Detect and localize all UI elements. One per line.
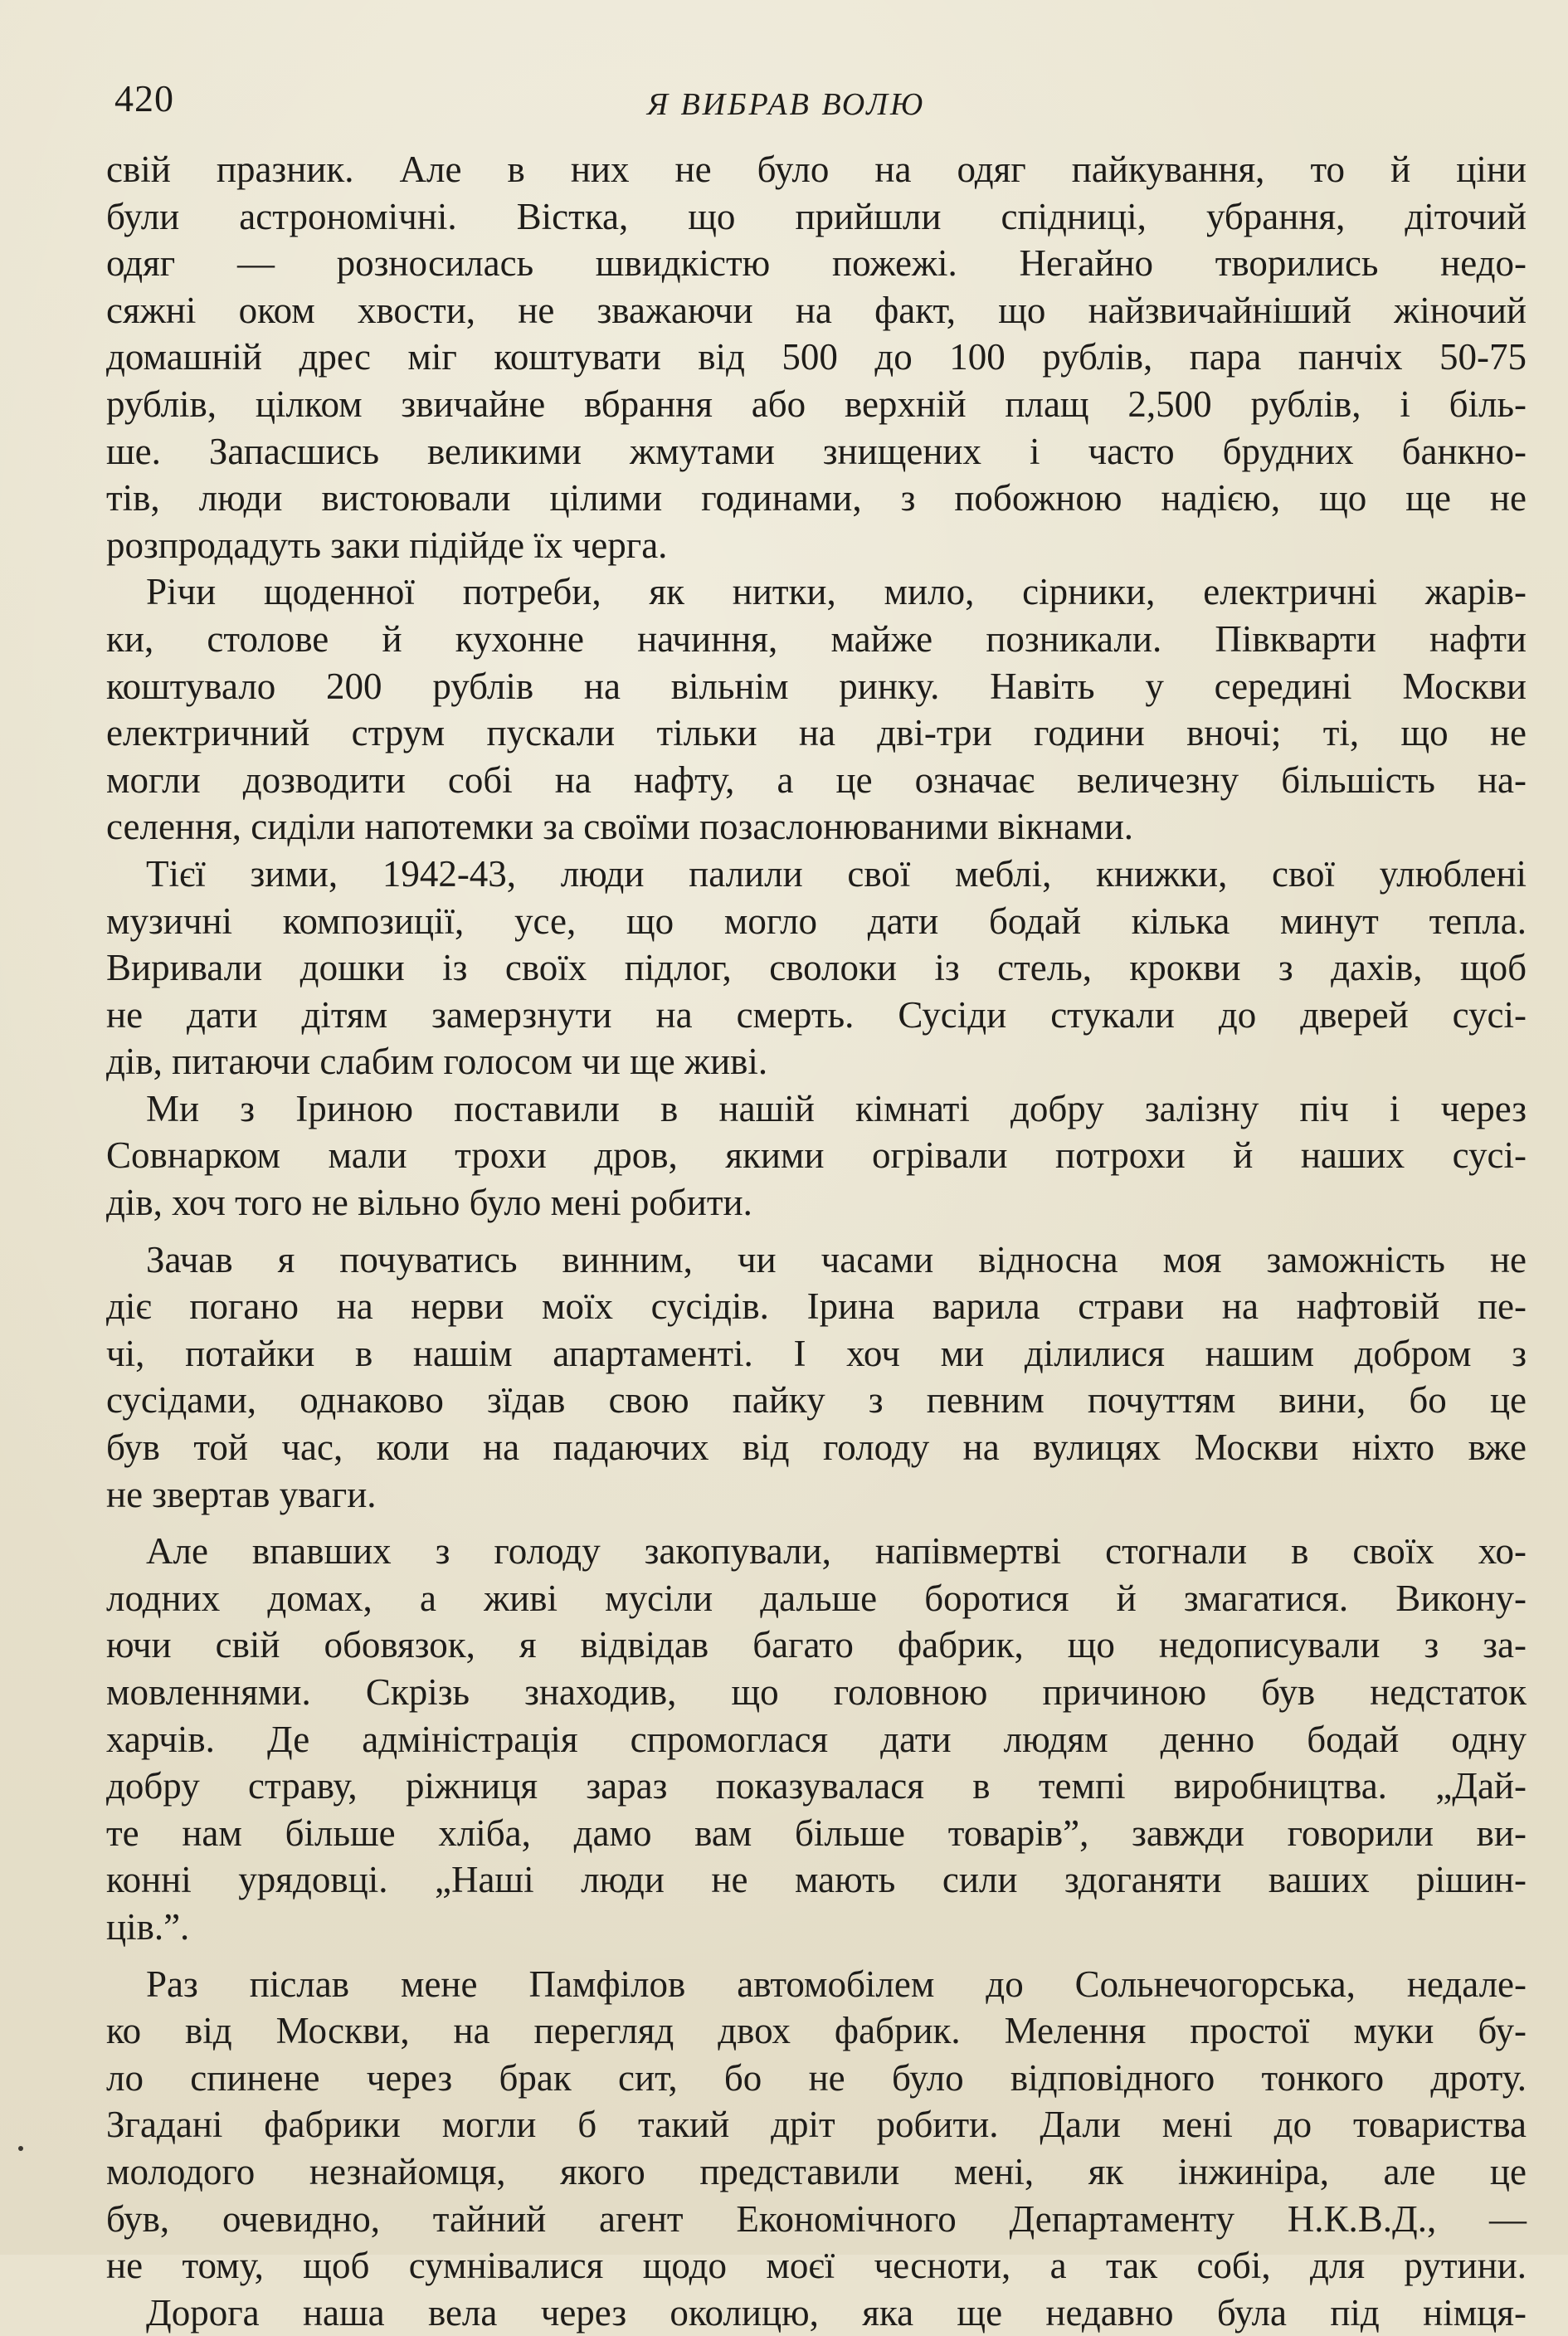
text-line: Раз післав мене Памфілов автомобілем до Сольнечогорська, недале- <box>146 1963 1527 2005</box>
text-line: харчів. Де адміністрація спромоглася дати людям денно бодай одну <box>106 1718 1527 1760</box>
text-line: музичні композиції, усе, що могло дати бодай кілька минут тепла. <box>106 900 1527 942</box>
paragraph-gap <box>106 1518 1527 1528</box>
text-line: тів, люди вистоювали цілими годинами, з побожною надією, що ще не <box>106 477 1527 519</box>
margin-speck <box>18 2146 23 2151</box>
text-line: електричний струм пускали тільки на дві-три години вночі; ті, що не <box>106 712 1527 754</box>
text-line: рублів, цілком звичайне вбрання або верхній плащ 2,500 рублів, і біль- <box>106 383 1527 425</box>
paragraph <box>106 851 1527 1085</box>
text-line: чі, потайки в нашім апартаменті. І хоч ми ділилися нашим добром з <box>106 1332 1527 1374</box>
text-line: ців.”. <box>106 1905 190 1948</box>
paragraph <box>106 568 1527 851</box>
paragraph <box>106 146 1527 568</box>
text-line: Совнарком мали трохи дров, якими огрівали потрохи й наших сусі- <box>106 1134 1527 1177</box>
text-line: не звертав уваги. <box>106 1473 377 1515</box>
text-line: Річи щоденної потреби, як нитки, мило, сірники, електричні жарів- <box>146 571 1527 613</box>
paragraph <box>106 1085 1527 1227</box>
text-line: ло спинене через брак сит, бо не було відповідного тонкого дроту. <box>106 2056 1527 2099</box>
paragraph <box>106 1528 1527 1950</box>
text-line: дів, хоч того не вільно було мені робити. <box>106 1182 752 1224</box>
text-line: Зачав я почуватись винним, чи часами відносна моя заможність не <box>146 1238 1527 1280</box>
text-line: коштувало 200 рублів на вільнім ринку. Навіть у середині Москви <box>106 665 1527 707</box>
paragraph-gap <box>106 1951 1527 1961</box>
text-line: були астрономічні. Вістка, що прийшли спідниці, убрання, діточий <box>106 195 1527 237</box>
text-line: домашній дрес міг коштувати від 500 до 100 рублів, пара панчіх 50-75 <box>106 336 1527 378</box>
text-line: Виривали дошки із своїх підлог, сволоки із стель, крокви з дахів, щоб <box>106 947 1527 989</box>
text-line: сусідами, однаково зїдав свою пайку з певним почуттям вини, бо це <box>106 1379 1527 1422</box>
text-line: селення, сиділи напотемки за своїми позаслонюваними вікнами. <box>106 806 1134 848</box>
text-line: не тому, щоб сумнівалися щодо моєї чесноти, а так собі, для рутини. <box>106 2245 1527 2287</box>
running-title: Я ВИБРАВ ВОЛЮ <box>647 87 926 122</box>
text-line: був, очевидно, тайний агент Економічного Департаменту Н.К.В.Д., — <box>106 2197 1527 2240</box>
text-line: ки, столове й кухонне начиння, майже позникали. Півкварти нафти <box>106 617 1527 660</box>
text-line: не дати дітям замерзнути на смерть. Сусіди стукали до дверей сусі- <box>106 993 1527 1036</box>
text-line: одяг — розносилась швидкістю пожежі. Негайно творились недо- <box>106 242 1527 285</box>
text-line: конні урядовці. „Наші люди не мають сили здоганяти ваших рішин- <box>106 1859 1527 1901</box>
text-line: добру страву, ріжниця зараз показувалася в темпі виробництва. „Дай- <box>106 1765 1527 1807</box>
text-line: молодого незнайомця, якого представили мені, як інжиніра, але це <box>106 2150 1527 2192</box>
text-line: ко від Москви, на перегляд двох фабрик. Мелення простої муки бу- <box>106 2010 1527 2052</box>
text-line: діє погано на нерви моїх сусідів. Ірина варила страви на нафтовій пе- <box>106 1285 1527 1328</box>
text-line: ше. Запасшись великими жмутами знищених і часто брудних банкно- <box>106 430 1527 472</box>
paragraph <box>106 1236 1527 1519</box>
text-line: Дорога наша вела через околицю, яка ще недавно була під німця- <box>146 2291 1527 2334</box>
paragraph-gap <box>106 1227 1527 1236</box>
body-text <box>106 146 1527 2336</box>
text-line: свій празник. Але в них не було на одяг пайкування, то й ціни <box>106 149 1527 190</box>
text-line: Тієї зими, 1942-43, люди палили свої меблі, книжки, свої улюблені <box>146 852 1527 895</box>
text-line: те нам більше хліба, дамо вам більше товарів”, завжди говорили ви- <box>106 1812 1527 1854</box>
text-line: був той час, коли на падаючих від голоду на вулицях Москви ніхто вже <box>106 1426 1527 1469</box>
text-line: Ми з Іриною поставили в нашій кімнаті добру залізну піч і через <box>146 1087 1527 1129</box>
text-line: ючи свій обовязок, я відвідав багато фабрик, що недописували з за- <box>106 1624 1527 1666</box>
text-line: мовленнями. Скрізь знаходив, що головною причиною був недстаток <box>106 1671 1527 1713</box>
text-line: лодних домах, а живі мусіли дальше боротися й змагатися. Викону- <box>106 1577 1527 1619</box>
text-line: могли дозводити собі на нафту, а це означає величезну більшість на- <box>106 758 1527 801</box>
text-line: сяжні оком хвости, не зважаючи на факт, що найзвичайніший жіночий <box>106 289 1527 331</box>
paragraph <box>106 1961 1527 2336</box>
text-line: дів, питаючи слабим голосом чи ще живі. <box>106 1041 768 1083</box>
text-line: Згадані фабрики могли б такий дріт робити. Дали мені до товариства <box>106 2104 1527 2146</box>
text-line: розпродадуть заки підійде їх черга. <box>106 524 668 566</box>
page-number: 420 <box>114 77 174 119</box>
text-line: Але впавших з голоду закопували, напівмертві стогнали в своїх хо- <box>146 1530 1527 1573</box>
